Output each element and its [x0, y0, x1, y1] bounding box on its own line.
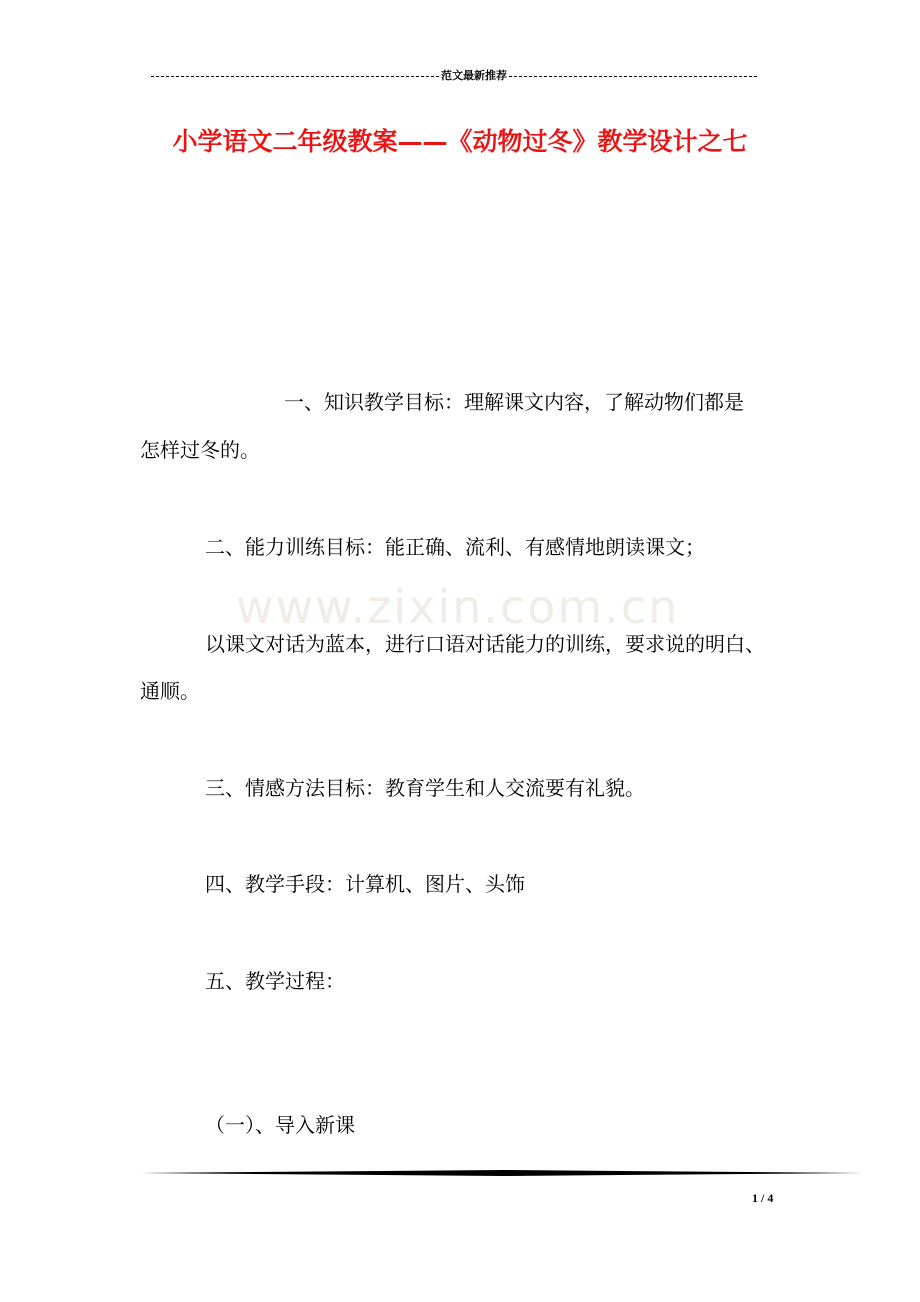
paragraph-ability-goal: 二、能力训练目标：能正确、流利、有感情地朗读课文； — [205, 535, 705, 559]
footer-tapered-rule — [140, 1166, 864, 1180]
header-dashed-rule-left — [151, 76, 439, 77]
paragraph-dialogue-training-line2: 通顺。 — [140, 679, 200, 703]
header-dashed-rule-right — [509, 76, 757, 77]
paragraph-introduce-lesson: （一）、导入新课 — [205, 1113, 355, 1137]
page-header — [140, 68, 768, 84]
header-label: 范文最新推荐 — [441, 69, 507, 83]
paragraph-dialogue-training-line1: 以课文对话为蓝本，进行口语对话能力的训练，要求说的明白、 — [205, 632, 765, 656]
paragraph-knowledge-goal-line2: 怎样过冬的。 — [140, 438, 260, 462]
watermark: www.zixin.com.cn — [236, 580, 680, 634]
paragraph-teaching-means: 四、教学手段：计算机、图片、头饰 — [205, 872, 525, 896]
paragraph-knowledge-goal-line1: 一、知识教学目标：理解课文内容，了解动物们都是 — [284, 390, 744, 414]
paragraph-emotion-goal: 三、情感方法目标：教育学生和人交流要有礼貌。 — [205, 776, 645, 800]
document-title: 小学语文二年级教案——《动物过冬》教学设计之七 — [172, 127, 748, 156]
page-number: 1 / 4 — [752, 1191, 774, 1205]
paragraph-teaching-process: 五、教学过程： — [205, 969, 345, 993]
